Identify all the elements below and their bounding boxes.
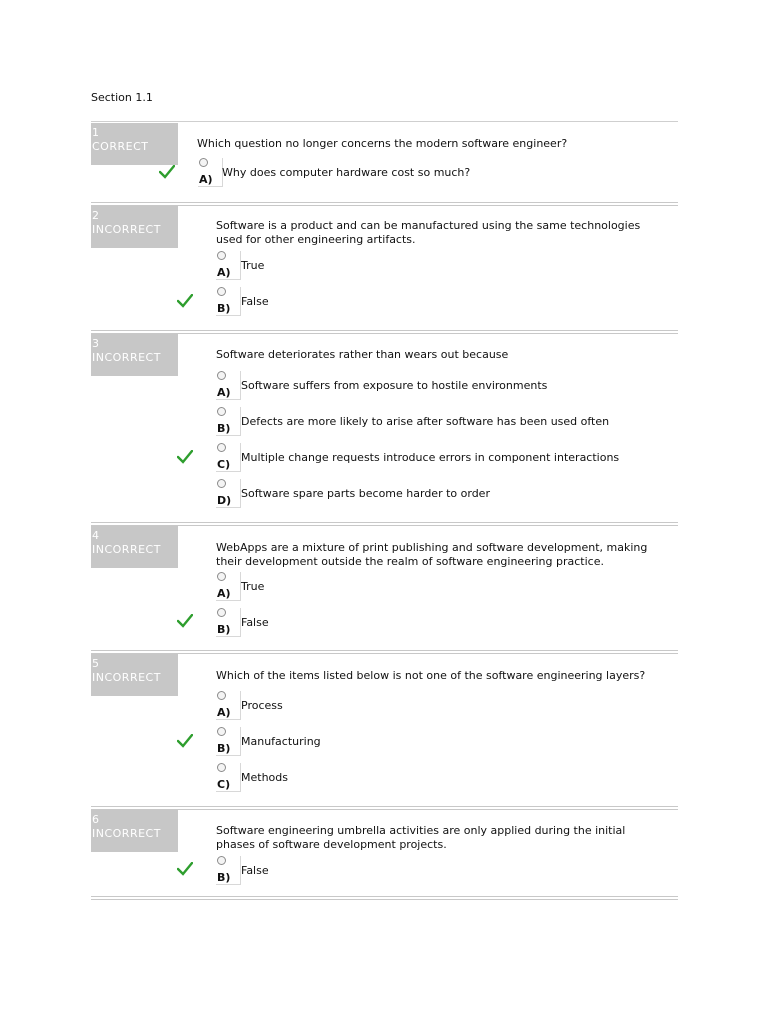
radio-button[interactable] [217,479,226,488]
radio-button[interactable] [217,691,226,700]
result-status: CORRECT [92,140,149,153]
divider [91,522,678,526]
radio-button[interactable] [217,727,226,736]
question-number: 2 [92,209,100,222]
option-letter: A) [217,266,231,279]
option-text: Software spare parts become harder to order [241,487,490,500]
question-number: 5 [92,657,100,670]
section-title: Section 1.1 [91,91,153,104]
result-status: INCORRECT [92,543,161,556]
option-text: Process [241,699,283,712]
result-status: INCORRECT [92,351,161,364]
option-letter: B) [217,302,231,315]
option-letter: A) [217,587,231,600]
result-badge [91,654,178,696]
result-badge [91,123,178,165]
question-text: Software engineering umbrella activities are only applied during the initial phases of software development projects. [216,824,626,851]
question-5 [91,650,678,806]
radio-button[interactable] [217,287,226,296]
radio-button[interactable] [217,371,226,380]
divider [91,330,678,334]
divider [91,806,678,810]
option-letter: B) [217,871,231,884]
option-text: False [241,616,269,629]
option-letter: B) [217,742,231,755]
option-letter: B) [217,623,231,636]
result-status: INCORRECT [92,223,161,236]
option-letter: A) [217,706,231,719]
question-text: Software deteriorates rather than wears out because [216,348,509,361]
checkmark-icon [177,862,193,876]
option-text: Manufacturing [241,735,321,748]
question-number: 6 [92,813,100,826]
question-2 [91,202,678,330]
radio-button[interactable] [217,443,226,452]
option-letter: C) [217,458,231,471]
radio-button[interactable] [217,763,226,772]
option-letter: B) [217,422,231,435]
divider [91,121,678,122]
option-letter: A) [199,173,213,186]
question-6 [91,806,678,906]
radio-button[interactable] [199,158,208,167]
result-badge [91,526,178,568]
question-4 [91,522,678,650]
question-text: Software is a product and can be manufactured using the same technologies used for other engineering artifacts. [216,219,641,246]
result-badge [91,206,178,248]
checkmark-icon [177,734,193,748]
radio-button[interactable] [217,407,226,416]
option-text: Software suffers from exposure to hostile environments [241,379,548,392]
option-text: True [241,580,265,593]
question-1 [91,121,678,201]
divider [91,202,678,206]
option-text: False [241,864,269,877]
radio-button[interactable] [217,608,226,617]
checkmark-icon [177,294,193,308]
result-status: INCORRECT [92,671,161,684]
radio-button[interactable] [217,856,226,865]
option-text: Methods [241,771,288,784]
option-letter: C) [217,778,231,791]
option-text: Defects are more likely to arise after software has been used often [241,415,610,428]
option-text: Why does computer hardware cost so much? [222,166,471,179]
checkmark-icon [159,165,175,179]
option-text: False [241,295,269,308]
divider [91,650,678,654]
question-number: 4 [92,529,100,542]
option-text: True [241,259,265,272]
option-letter: D) [217,494,232,507]
result-badge [91,334,178,376]
question-text: WebApps are a mixture of print publishing and software development, making their development outside the realm of software engineering practice. [216,541,648,568]
checkmark-icon [177,614,193,628]
question-number: 3 [92,337,100,350]
option-text: Multiple change requests introduce errors in component interactions [241,451,620,464]
checkmark-icon [177,450,193,464]
result-status: INCORRECT [92,827,161,840]
question-text: Which question no longer concerns the modern software engineer? [197,137,568,150]
option-letter: A) [217,386,231,399]
question-number: 1 [92,126,100,139]
question-text: Which of the items listed below is not one of the software engineering layers? [216,669,646,682]
question-3 [91,330,678,522]
divider [91,896,678,900]
result-badge [91,810,178,852]
radio-button[interactable] [217,251,226,260]
radio-button[interactable] [217,572,226,581]
